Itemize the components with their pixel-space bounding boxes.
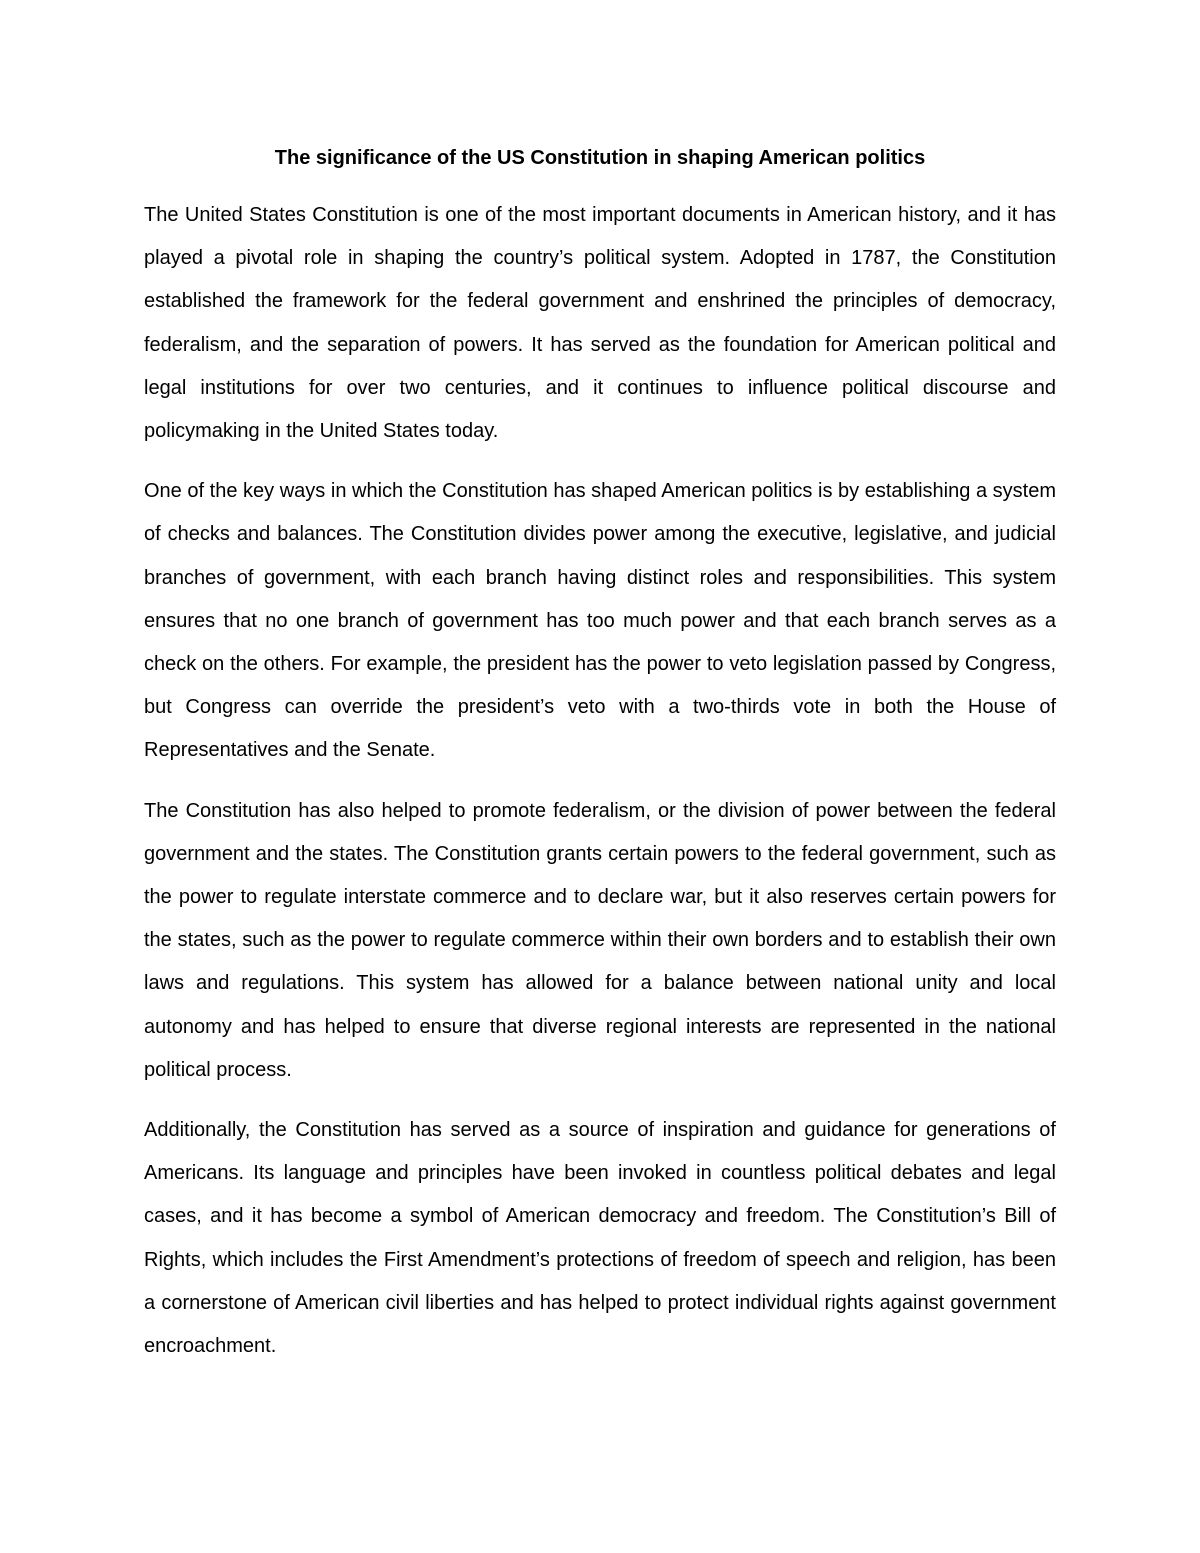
paragraph-checks-and-balances: One of the key ways in which the Constitution has shaped American politics is by establishing a system of checks and balances. The Constitution divides power among the executive, legislative, and judicial branches of government, with each branch having distinct roles and responsibilities. This system ensures that no one branch of government has too much power and that each branch serves as a check on the others. For example, the president has the power to veto legislation passed by Congress, but Congress can override the president’s veto with a two-thirds vote in both the House of Representatives and the Senate. (144, 480, 1056, 762)
document-title: The significance of the US Constitution in shaping American politics (274, 147, 926, 169)
paragraph-constitution-overview: The United States Constitution is one of the most important documents in American history, and it has played a pivotal role in shaping the country’s political system. Adopted in 1787, the Constitution established the framework for the federal government and enshrined the principles of democracy, federalism, and the separation of powers. It has served as the foundation for American political and legal institutions for over two centuries, and it continues to influence political discourse and policymaking in the United States today. (144, 204, 1056, 443)
paragraph-inspiration-and-bill-of-rights: Additionally, the Constitution has served as a source of inspiration and guidance for generations of Americans. Its language and principles have been invoked in countless political debates and legal cases, and it has become a symbol of American democracy and freedom. The Constitution’s Bill of Rights, which includes the First Amendment’s protections of freedom of speech and religion, has been a cornerstone of American civil liberties and has helped to protect individual rights against government encroachment. (144, 1119, 1056, 1358)
paragraph-federalism: The Constitution has also helped to promote federalism, or the division of power between the federal government and the states. The Constitution grants certain powers to the federal government, such as the power to regulate interstate commerce and to declare war, but it also reserves certain powers for the states, such as the power to regulate commerce within their own borders and to establish their own laws and regulations. This system has allowed for a balance between national unity and local autonomy and has helped to ensure that diverse regional interests are represented in the national political process. (144, 799, 1056, 1081)
